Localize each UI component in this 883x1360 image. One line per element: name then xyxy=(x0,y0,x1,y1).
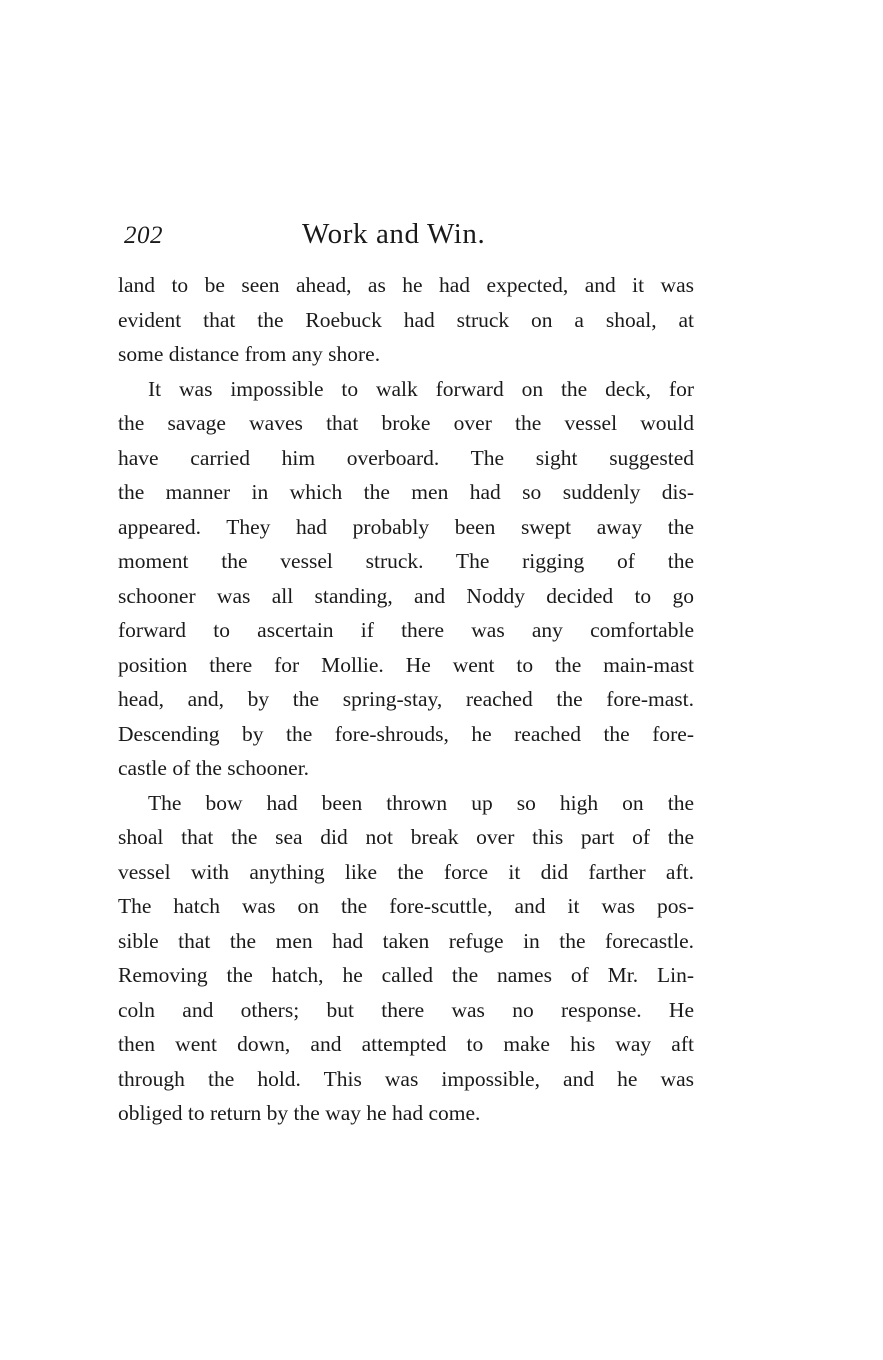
text-line: schooner was all standing, and Noddy decided to go xyxy=(118,583,694,608)
text-line: evident that the Roebuck had struck on a shoal, at xyxy=(118,307,694,332)
text-line: shoal that the sea did not break over this part of the xyxy=(118,825,694,849)
text-line: Removing the hatch, he called the names of Mr. Lin- xyxy=(118,963,694,987)
text-line: Descending by the fore-shrouds, he reached the fore- xyxy=(118,721,694,746)
text-line: through the hold. This was impossible, and he was xyxy=(118,1066,694,1091)
text-line: appeared. They had probably been swept away the xyxy=(118,514,694,539)
text-line: moment the vessel struck. The rigging of the xyxy=(118,549,694,573)
text-line: have carried him overboard. The sight suggested xyxy=(118,445,694,470)
text-line: vessel with anything like the force it did farther aft. xyxy=(118,859,694,884)
paragraph-2 xyxy=(118,372,694,786)
paragraph-3 xyxy=(118,786,694,1131)
text-line: then went down, and attempted to make his way aft xyxy=(118,1032,694,1056)
text-line: some distance from any shore. xyxy=(118,342,381,366)
text-line: position there for Mollie. He went to the main-mast xyxy=(118,652,694,677)
text-line: forward to ascertain if there was any comfortable xyxy=(118,618,694,642)
text-line: land to be seen ahead, as he had expected, and it was xyxy=(118,273,694,297)
text-line: head, and, by the spring-stay, reached the fore-mast. xyxy=(118,687,694,711)
book-title: Work and Win. xyxy=(302,218,486,250)
text-line: coln and others; but there was no response. He xyxy=(118,997,694,1022)
text-line: It was impossible to walk forward on the deck, for xyxy=(148,376,694,401)
text-line: the manner in which the men had so suddenly dis- xyxy=(118,480,694,504)
running-head xyxy=(124,218,704,258)
paragraph-1 xyxy=(118,268,694,372)
text-line: The hatch was on the fore-scuttle, and it was pos- xyxy=(118,894,694,918)
text-line: obliged to return by the way he had come. xyxy=(118,1101,481,1125)
text-line: castle of the schooner. xyxy=(118,756,310,780)
body-text xyxy=(118,268,694,1131)
text-line: The bow had been thrown up so high on the xyxy=(148,790,694,815)
text-line: the savage waves that broke over the vessel would xyxy=(118,411,694,435)
page-number: 202 xyxy=(124,222,163,249)
text-line: sible that the men had taken refuge in the forecastle. xyxy=(118,928,694,953)
